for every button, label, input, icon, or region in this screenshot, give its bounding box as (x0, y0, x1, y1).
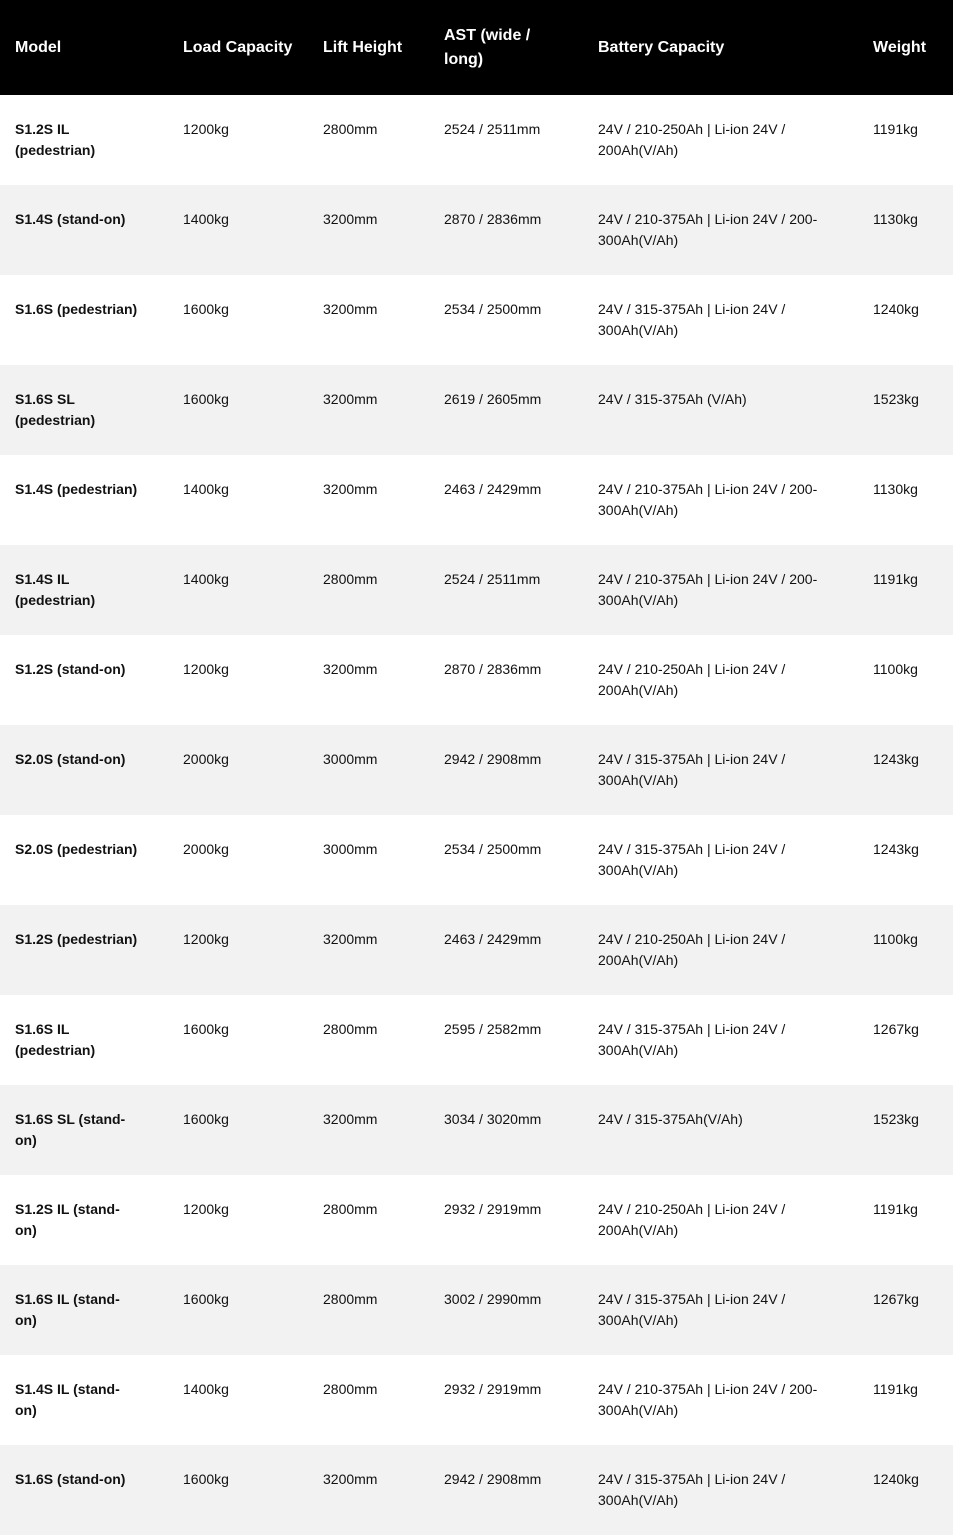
cell-lift-height: 3200mm (323, 1471, 378, 1487)
cell-weight: 1243kg (873, 751, 919, 767)
header-lift-height: Lift Height (323, 38, 403, 56)
cell-load-capacity: 1600kg (183, 1021, 229, 1037)
cell-weight: 1191kg (873, 571, 918, 587)
cell-ast: 2595 / 2582mm (444, 1021, 542, 1037)
cell-ast: 2932 / 2919mm (444, 1381, 542, 1397)
cell-weight: 1243kg (873, 841, 919, 857)
cell-model: S1.4S IL (pedestrian) (15, 571, 96, 608)
cell-ast: 2619 / 2605mm (444, 391, 542, 407)
table-row (0, 185, 953, 275)
cell-lift-height: 3200mm (323, 1111, 378, 1127)
cell-load-capacity: 2000kg (183, 751, 229, 767)
cell-model: S1.6S (stand-on) (15, 1471, 126, 1487)
cell-weight: 1267kg (873, 1291, 919, 1307)
header-weight: Weight (873, 38, 927, 56)
cell-ast: 2942 / 2908mm (444, 751, 542, 767)
header-model: Model (15, 38, 62, 56)
table-row (0, 725, 953, 815)
cell-weight: 1267kg (873, 1021, 919, 1037)
table-row (0, 815, 953, 905)
cell-load-capacity: 1200kg (183, 121, 229, 137)
cell-lift-height: 3200mm (323, 391, 378, 407)
cell-weight: 1191kg (873, 1381, 918, 1397)
cell-lift-height: 2800mm (323, 121, 378, 137)
cell-model: S2.0S (stand-on) (15, 751, 126, 767)
cell-model: S1.2S IL (stand-on) (15, 1201, 120, 1238)
cell-load-capacity: 1600kg (183, 391, 229, 407)
cell-model: S2.0S (pedestrian) (15, 841, 138, 857)
cell-lift-height: 3000mm (323, 841, 378, 857)
cell-battery-capacity: 24V / 315-375Ah | Li-ion 24V / 300Ah(V/Ah) (598, 1291, 786, 1328)
cell-battery-capacity: 24V / 210-250Ah | Li-ion 24V / 200Ah(V/Ah) (598, 121, 786, 158)
header-load-capacity: Load Capacity (183, 38, 293, 56)
header-ast: AST (wide / long) (444, 26, 531, 68)
cell-lift-height: 2800mm (323, 1381, 378, 1397)
cell-battery-capacity: 24V / 315-375Ah | Li-ion 24V / 300Ah(V/Ah) (598, 841, 786, 878)
table-row (0, 275, 953, 365)
cell-ast: 2463 / 2429mm (444, 481, 542, 497)
cell-lift-height: 2800mm (323, 1021, 378, 1037)
cell-weight: 1100kg (873, 931, 918, 947)
cell-load-capacity: 1600kg (183, 1291, 229, 1307)
cell-ast: 2524 / 2511mm (444, 121, 541, 137)
cell-model: S1.2S (pedestrian) (15, 931, 138, 947)
cell-load-capacity: 1400kg (183, 481, 229, 497)
cell-ast: 3002 / 2990mm (444, 1291, 542, 1307)
cell-weight: 1191kg (873, 121, 918, 137)
cell-lift-height: 2800mm (323, 1201, 378, 1217)
cell-weight: 1240kg (873, 1471, 919, 1487)
cell-load-capacity: 1200kg (183, 1201, 229, 1217)
cell-lift-height: 3200mm (323, 661, 378, 677)
table-row (0, 365, 953, 455)
cell-load-capacity: 1200kg (183, 931, 229, 947)
cell-lift-height: 3200mm (323, 481, 378, 497)
cell-load-capacity: 1600kg (183, 1111, 229, 1127)
header-battery-capacity: Battery Capacity (598, 38, 725, 56)
cell-lift-height: 3200mm (323, 931, 378, 947)
table-row (0, 1445, 953, 1535)
cell-model: S1.6S SL (stand-on) (15, 1111, 126, 1148)
table-body (0, 95, 953, 1535)
cell-weight: 1191kg (873, 1201, 918, 1217)
cell-model: S1.2S (stand-on) (15, 661, 126, 677)
table-row (0, 1085, 953, 1175)
cell-ast: 2932 / 2919mm (444, 1201, 542, 1217)
cell-weight: 1240kg (873, 301, 919, 317)
header-row (0, 0, 953, 95)
cell-lift-height: 2800mm (323, 1291, 378, 1307)
cell-ast: 3034 / 3020mm (444, 1111, 542, 1127)
cell-model: S1.6S SL (pedestrian) (15, 391, 96, 428)
table-row (0, 1355, 953, 1445)
cell-model: S1.4S (pedestrian) (15, 481, 138, 497)
cell-battery-capacity: 24V / 210-375Ah | Li-ion 24V / 200-300Ah(V/Ah) (598, 571, 818, 608)
cell-battery-capacity: 24V / 315-375Ah | Li-ion 24V / 300Ah(V/Ah) (598, 1021, 786, 1058)
cell-battery-capacity: 24V / 210-375Ah | Li-ion 24V / 200-300Ah(V/Ah) (598, 481, 818, 518)
cell-lift-height: 2800mm (323, 571, 378, 587)
cell-model: S1.6S (pedestrian) (15, 301, 138, 317)
cell-weight: 1130kg (873, 481, 918, 497)
cell-load-capacity: 1200kg (183, 661, 229, 677)
cell-battery-capacity: 24V / 315-375Ah | Li-ion 24V / 300Ah(V/Ah) (598, 1471, 786, 1508)
cell-battery-capacity: 24V / 210-250Ah | Li-ion 24V / 200Ah(V/Ah) (598, 1201, 786, 1238)
cell-model: S1.6S IL (stand-on) (15, 1291, 120, 1328)
cell-load-capacity: 1600kg (183, 301, 229, 317)
cell-load-capacity: 1600kg (183, 1471, 229, 1487)
cell-model: S1.2S IL (pedestrian) (15, 121, 96, 158)
table-row (0, 95, 953, 185)
cell-battery-capacity: 24V / 210-375Ah | Li-ion 24V / 200-300Ah(V/Ah) (598, 211, 818, 248)
cell-lift-height: 3200mm (323, 301, 378, 317)
cell-weight: 1523kg (873, 1111, 919, 1127)
cell-ast: 2524 / 2511mm (444, 571, 541, 587)
cell-ast: 2870 / 2836mm (444, 661, 542, 677)
cell-load-capacity: 1400kg (183, 211, 229, 227)
table-row (0, 545, 953, 635)
cell-battery-capacity: 24V / 210-375Ah | Li-ion 24V / 200-300Ah(V/Ah) (598, 1381, 818, 1418)
cell-weight: 1100kg (873, 661, 918, 677)
table-row (0, 1265, 953, 1355)
table-row (0, 905, 953, 995)
cell-model: S1.6S IL (pedestrian) (15, 1021, 96, 1058)
cell-lift-height: 3000mm (323, 751, 378, 767)
cell-model: S1.4S IL (stand-on) (15, 1381, 120, 1418)
cell-weight: 1130kg (873, 211, 918, 227)
cell-battery-capacity: 24V / 210-250Ah | Li-ion 24V / 200Ah(V/Ah) (598, 661, 786, 698)
cell-load-capacity: 2000kg (183, 841, 229, 857)
cell-load-capacity: 1400kg (183, 571, 229, 587)
cell-model: S1.4S (stand-on) (15, 211, 126, 227)
cell-ast: 2463 / 2429mm (444, 931, 542, 947)
cell-battery-capacity: 24V / 315-375Ah | Li-ion 24V / 300Ah(V/Ah) (598, 301, 786, 338)
table-row (0, 635, 953, 725)
cell-lift-height: 3200mm (323, 211, 378, 227)
cell-load-capacity: 1400kg (183, 1381, 229, 1397)
table-row (0, 995, 953, 1085)
cell-ast: 2534 / 2500mm (444, 841, 542, 857)
cell-ast: 2870 / 2836mm (444, 211, 542, 227)
cell-weight: 1523kg (873, 391, 919, 407)
cell-battery-capacity: 24V / 315-375Ah | Li-ion 24V / 300Ah(V/Ah) (598, 751, 786, 788)
cell-battery-capacity: 24V / 315-375Ah(V/Ah) (598, 1111, 743, 1127)
table-header (0, 0, 953, 95)
cell-battery-capacity: 24V / 210-250Ah | Li-ion 24V / 200Ah(V/Ah) (598, 931, 786, 968)
table-row (0, 1175, 953, 1265)
cell-battery-capacity: 24V / 315-375Ah (V/Ah) (598, 391, 747, 407)
table-row (0, 455, 953, 545)
cell-ast: 2942 / 2908mm (444, 1471, 542, 1487)
cell-ast: 2534 / 2500mm (444, 301, 542, 317)
